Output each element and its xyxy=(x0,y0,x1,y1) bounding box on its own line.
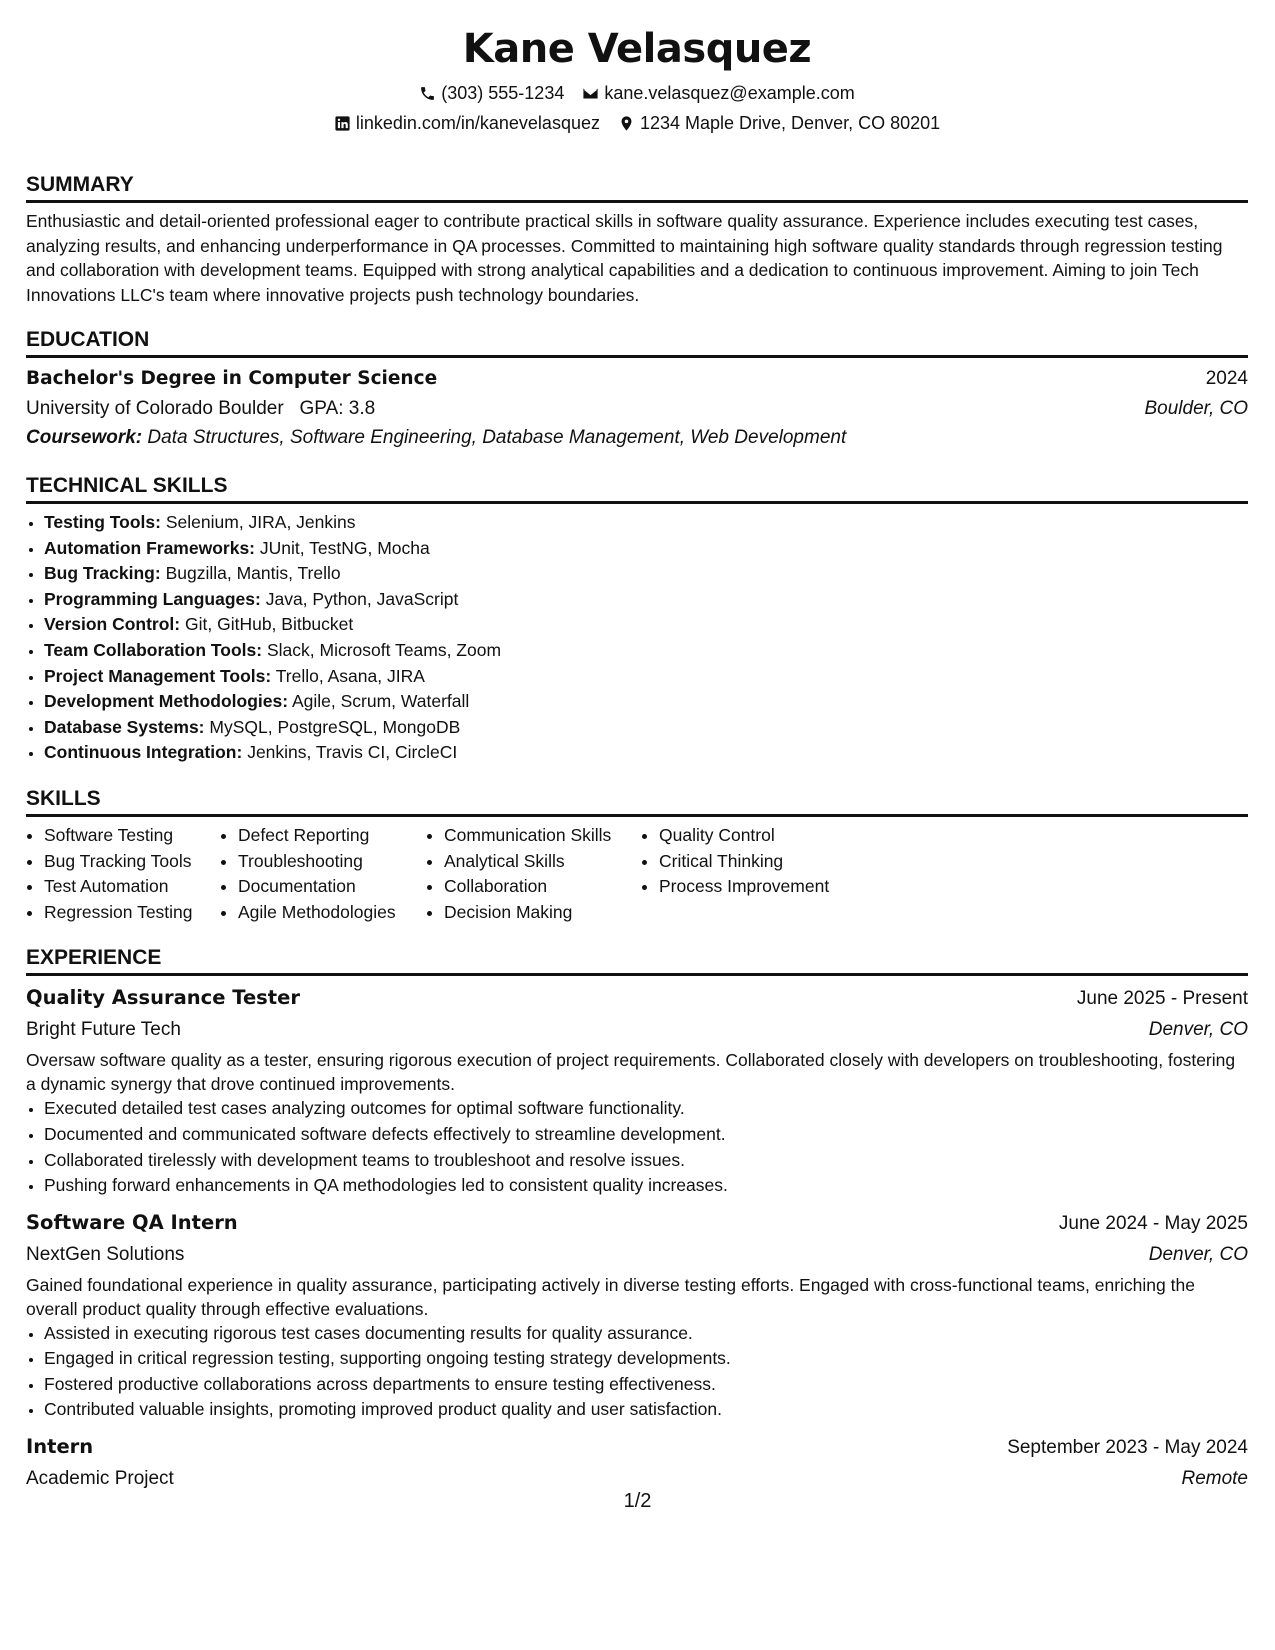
skill-values: JUnit, TestNG, Mocha xyxy=(259,537,430,558)
list-item: • Critical Thinking xyxy=(659,849,859,875)
list-item: • Pushing forward enhancements in QA methodologies led to consistent quality increases. xyxy=(44,1173,1248,1199)
education-section xyxy=(26,327,1248,453)
linkedin-contact[interactable] xyxy=(334,108,600,138)
address-text: 1234 Maple Drive, Denver, CO 80201 xyxy=(639,113,941,133)
education-degree-row xyxy=(26,364,1248,394)
job-location: Denver, CO xyxy=(1148,1243,1248,1265)
job-dates: June 2025 - Present xyxy=(1076,988,1248,1010)
phone-text: (303) 555-1234 xyxy=(441,83,565,103)
skill-category: Version Control: xyxy=(44,614,181,635)
job-company-row xyxy=(26,1240,1248,1269)
school-location: Boulder, CO xyxy=(1144,398,1248,419)
skill-values: Slack, Microsoft Teams, Zoom xyxy=(266,639,502,660)
job-bullets xyxy=(26,1321,1248,1423)
list-item: • Agile Methodologies xyxy=(238,900,426,926)
list-item: • Contributed valuable insights, promoting improved product quality and user satisfaction. xyxy=(44,1397,1248,1423)
skill-category: Project Management Tools: xyxy=(44,665,272,686)
contact-line-2 xyxy=(26,108,1248,138)
candidate-name: Kane Velasquez xyxy=(462,26,812,72)
list-item: • Process Improvement xyxy=(659,874,859,900)
skills-column-1 xyxy=(26,823,220,925)
job-dates: June 2024 - May 2025 xyxy=(1058,1212,1248,1234)
summary-text: Enthusiastic and detail-oriented professional eager to contribute practical skills in software quality assurance. Experience includes executing test cases, analyzing results, and enhancing underperformance in QA processes. Committed to maintaining high software quality standards through regression testing and collaboration with development teams. Equipped with strong analytical capabilities and a dedication to continuous improvement. Aiming to join Tech Innovations LLC's team where innovative projects push technology boundaries. xyxy=(26,211,1223,305)
skills-heading: SKILLS xyxy=(26,786,1248,817)
summary-section xyxy=(26,172,1248,307)
job-title-row xyxy=(26,1431,1248,1464)
contact-line-1 xyxy=(26,78,1248,108)
job-company: Academic Project xyxy=(26,1468,174,1490)
skills-grid xyxy=(26,823,1248,925)
page-number: 1/2 xyxy=(623,1490,652,1512)
skill-values: Trello, Asana, JIRA xyxy=(275,665,425,686)
skill-values: MySQL, PostgreSQL, MongoDB xyxy=(209,716,461,737)
list-item: • Engaged in critical regression testing, supporting ongoing testing strategy developments. xyxy=(44,1346,1248,1372)
job-company-row xyxy=(26,1015,1248,1044)
skill-category: Testing Tools: xyxy=(44,512,161,532)
technical-skills-list xyxy=(26,510,1248,766)
skill-values: Selenium, JIRA, Jenkins xyxy=(165,512,356,532)
list-item xyxy=(44,612,1248,638)
list-item: • Fostered productive collaborations across departments to ensure testing effectiveness. xyxy=(44,1372,1248,1398)
phone-icon xyxy=(419,85,436,102)
coursework-list: Data Structures, Software Engineering, Database Management, Web Development xyxy=(147,427,847,448)
skills-column-2 xyxy=(220,823,426,925)
list-item xyxy=(44,638,1248,664)
skill-category: Development Methodologies: xyxy=(44,691,289,712)
skills-column-4 xyxy=(641,823,859,925)
list-item: • Bug Tracking Tools xyxy=(44,849,220,875)
job-dates: September 2023 - May 2024 xyxy=(1007,1437,1248,1459)
skill-category: Programming Languages: xyxy=(44,588,261,609)
job-bullets xyxy=(26,1096,1248,1198)
technical-skills-heading: TECHNICAL SKILLS xyxy=(26,473,1248,504)
list-item: • Analytical Skills xyxy=(444,849,641,875)
list-item: • Collaborated tirelessly with development teams to troubleshoot and resolve issues. xyxy=(44,1148,1248,1174)
list-item: • Test Automation xyxy=(44,874,220,900)
list-item: • Quality Control xyxy=(659,823,859,849)
email-text[interactable]: kane.velasquez@example.com xyxy=(604,83,855,103)
list-item: • Regression Testing xyxy=(44,900,220,926)
list-item xyxy=(44,561,1248,587)
job-company: Bright Future Tech xyxy=(26,1019,181,1041)
job-description: Gained foundational experience in quality assurance, participating actively in diverse testing efforts. Engaged with cross-functional teams, enriching the overall product quality through effective evaluations. xyxy=(26,1274,1195,1319)
list-item: • Assisted in executing rigorous test cases documenting results for quality assurance. xyxy=(44,1321,1248,1347)
list-item xyxy=(44,510,1248,536)
technical-skills-section xyxy=(26,473,1248,766)
skill-category: Database Systems: xyxy=(44,716,205,737)
list-item xyxy=(44,587,1248,613)
skill-category: Team Collaboration Tools: xyxy=(44,639,263,660)
coursework-line xyxy=(26,423,1248,453)
address-contact xyxy=(618,108,940,138)
degree-title: Bachelor's Degree in Computer Science xyxy=(26,368,438,389)
skill-values: Git, GitHub, Bitbucket xyxy=(185,614,354,635)
job-description: Oversaw software quality as a tester, ensuring rigorous execution of project requirements. Collaborated closely with developers on troubleshooting, fostering a dynamic synergy that drove continued improvements. xyxy=(26,1050,1236,1095)
list-item xyxy=(44,664,1248,690)
graduation-year: 2024 xyxy=(1205,368,1248,389)
coursework-label: Coursework: xyxy=(26,427,143,448)
job-title-row xyxy=(26,1207,1248,1240)
education-heading: EDUCATION xyxy=(26,327,1248,358)
job-title-row xyxy=(26,982,1248,1015)
list-item: • Executed detailed test cases analyzing outcomes for optimal software functionality. xyxy=(44,1096,1248,1122)
list-item: • Troubleshooting xyxy=(238,849,426,875)
skill-values: Jenkins, Travis CI, CircleCI xyxy=(247,742,458,763)
skill-values: Java, Python, JavaScript xyxy=(265,588,459,609)
list-item xyxy=(44,740,1248,766)
skill-values: Agile, Scrum, Waterfall xyxy=(291,691,470,712)
education-school-row xyxy=(26,394,1248,423)
job-entry xyxy=(26,982,1248,1198)
skills-column-3 xyxy=(426,823,641,925)
experience-heading: EXPERIENCE xyxy=(26,945,1248,976)
linkedin-icon xyxy=(334,115,351,132)
envelope-icon xyxy=(582,85,599,102)
list-item xyxy=(44,536,1248,562)
experience-section xyxy=(26,945,1248,1493)
list-item: • Collaboration xyxy=(444,874,641,900)
summary-heading: SUMMARY xyxy=(26,172,1248,203)
email-contact[interactable] xyxy=(582,78,854,108)
list-item: • Defect Reporting xyxy=(238,823,426,849)
job-title: Quality Assurance Tester xyxy=(26,986,300,1010)
skills-section xyxy=(26,786,1248,925)
list-item: • Communication Skills xyxy=(444,823,641,849)
map-pin-icon xyxy=(618,115,635,132)
list-item: • Documentation xyxy=(238,874,426,900)
skill-category: Bug Tracking: xyxy=(44,563,161,584)
list-item: • Software Testing xyxy=(44,823,220,849)
list-item xyxy=(44,689,1248,715)
school-line xyxy=(26,394,375,423)
job-company-row xyxy=(26,1464,1248,1493)
job-title: Software QA Intern xyxy=(26,1210,238,1234)
linkedin-text[interactable]: linkedin.com/in/kanevelasquez xyxy=(355,113,600,133)
job-title: Intern xyxy=(26,1435,94,1459)
job-entry xyxy=(26,1431,1248,1493)
school-name: University of Colorado Boulder xyxy=(26,398,284,419)
skill-category: Continuous Integration: xyxy=(44,742,243,763)
skill-category: Automation Frameworks: xyxy=(44,537,255,558)
job-entry xyxy=(26,1207,1248,1423)
job-company: NextGen Solutions xyxy=(26,1243,185,1265)
gpa: GPA: 3.8 xyxy=(299,398,376,419)
list-item: • Decision Making xyxy=(444,900,641,926)
skill-values: Bugzilla, Mantis, Trello xyxy=(165,563,341,584)
list-item xyxy=(44,715,1248,741)
phone-contact xyxy=(419,78,564,108)
job-location: Remote xyxy=(1181,1468,1248,1490)
list-item: • Documented and communicated software defects effectively to streamline development. xyxy=(44,1122,1248,1148)
job-location: Denver, CO xyxy=(1148,1019,1248,1041)
